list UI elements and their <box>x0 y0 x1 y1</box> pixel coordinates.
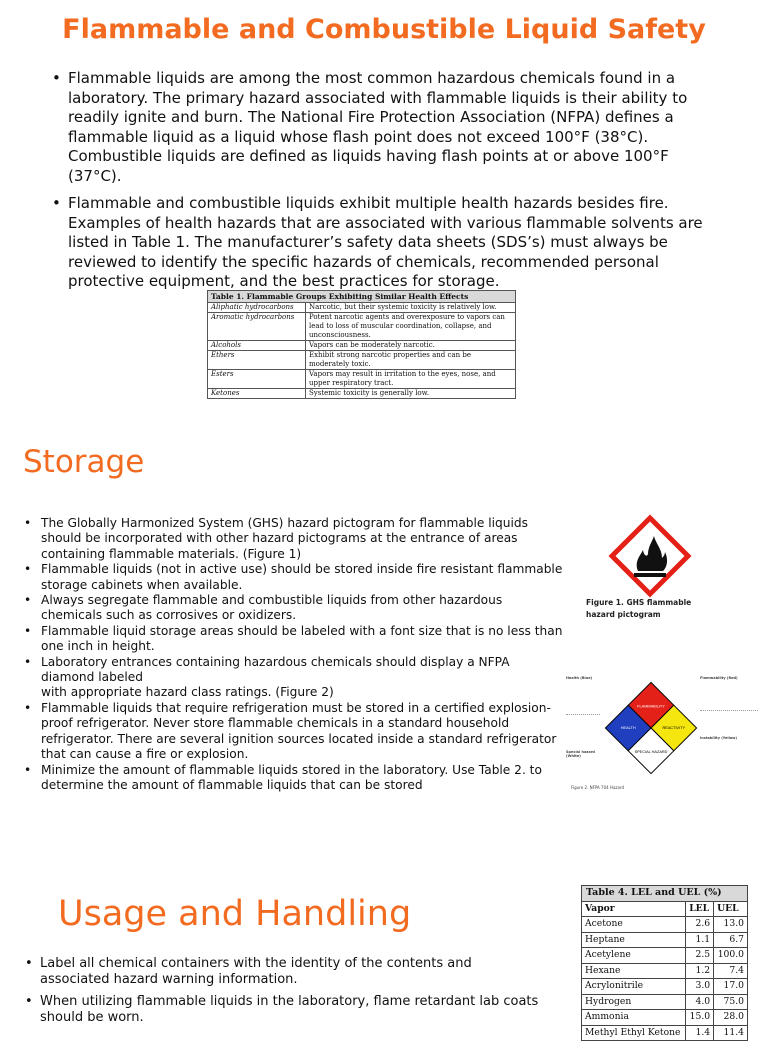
table-cell-vapor: Acetylene <box>582 948 686 964</box>
column-header-lel: LEL <box>686 901 714 917</box>
table-row <box>582 948 748 964</box>
table-cell-vapor: Ammonia <box>582 1010 686 1026</box>
table-cell-lel: 2.5 <box>686 948 714 964</box>
table-cell-effect: Potent narcotic agents and overexposure to vapors can lead to loss of muscular coordination, collapse, and unconsciousness. <box>306 313 516 341</box>
table-cell-group: Alcohols <box>208 341 306 351</box>
usage-heading: Usage and Handling <box>58 894 412 934</box>
storage-bullet: • The Globally Harmonized System (GHS) hazard pictogram for flammable liquids should be incorporated with other hazard pictograms at the entrance of areas containing flammable materials. (Figure 1) <box>24 516 564 562</box>
table-cell-effect: Narcotic, but their systemic toxicity is relatively low. <box>306 303 516 313</box>
table-cell-group: Esters <box>208 370 306 389</box>
storage-bullet: • Flammable liquids (not in active use) should be stored inside fire resistant flammable storage cabinets when available. <box>24 562 564 593</box>
table-cell-vapor: Acetone <box>582 917 686 933</box>
intro-bullet: • Flammable liquids are among the most common hazardous chemicals found in a laboratory. The primary hazard associated with flammable liquids is their ability to readily ignite and burn. The National Fire Protection Association (NFPA) defines a flammable liquid as a liquid whose flash point does not exceed 100°F (38°C). Combustible liquids are defined as liquids having flash points at or above 100°F (37°C). <box>48 69 708 186</box>
table-cell-group: Ketones <box>208 389 306 399</box>
table-cell-lel: 1.2 <box>686 963 714 979</box>
special-hazard-label: SPECIAL HAZARD <box>634 750 668 755</box>
table-cell-group: Ethers <box>208 351 306 370</box>
table-cell-uel: 6.7 <box>714 932 748 948</box>
table-row <box>208 389 516 399</box>
health-label: HEALTH <box>620 726 636 731</box>
table-cell-lel: 15.0 <box>686 1010 714 1026</box>
storage-bullet: • Flammable liquids that require refrigeration must be stored in a certified explosion-proof refrigerator. Never store flammable chemicals in a standard household refrigerator. There are several ignition sources located inside a standard refrigerator that can cause a fire or explosion. <box>24 701 564 763</box>
table-row <box>582 979 748 995</box>
usage-bullet: • Label all chemical containers with the identity of the contents and associated hazard warning information. <box>23 956 543 988</box>
table-1-health-effects <box>207 290 516 399</box>
table-cell-lel: 2.6 <box>686 917 714 933</box>
table-cell-effect: Vapors may result in irritation to the eyes, nose, and upper respiratory tract. <box>306 370 516 389</box>
legend-instability-title: Instability (Yellow) <box>700 735 738 740</box>
table-4-lel-uel <box>581 885 748 1041</box>
reactivity-label: REACTIVITY <box>662 726 686 731</box>
usage-bullet-list <box>23 956 543 1032</box>
table-row <box>582 1025 748 1041</box>
flammability-label: FLAMMABILITY <box>637 704 665 709</box>
nfpa-legend-right <box>700 676 758 740</box>
table-cell-uel: 28.0 <box>714 1010 748 1026</box>
column-header-vapor: Vapor <box>582 901 686 917</box>
nfpa-diamond-figure <box>566 676 758 790</box>
nfpa-legend-left <box>566 676 600 759</box>
table-cell-effect: Vapors can be moderately narcotic. <box>306 341 516 351</box>
table-row <box>582 1010 748 1026</box>
table-row <box>208 370 516 389</box>
column-header-uel: UEL <box>714 901 748 917</box>
page-title: Flammable and Combustible Liquid Safety <box>62 14 706 45</box>
table-row <box>582 932 748 948</box>
table-cell-uel: 11.4 <box>714 1025 748 1041</box>
table-cell-uel: 13.0 <box>714 917 748 933</box>
table-header-row <box>582 901 748 917</box>
table-cell-lel: 1.4 <box>686 1025 714 1041</box>
table-cell-uel: 100.0 <box>714 948 748 964</box>
table-cell-vapor: Acrylonitrile <box>582 979 686 995</box>
storage-bullet-list <box>24 516 564 793</box>
intro-bullet: • Flammable and combustible liquids exhibit multiple health hazards besides fire. Examples of health hazards that are associated with various flammable solvents are listed in Table 1. The manufacturer’s safety data sheets (SDS’s) must always be reviewed to identify the specific hazards of chemicals, recommended personal protective equipment, and the best practices for storage. <box>48 194 708 292</box>
figure-1-caption: Figure 1. GHS flammable hazard pictogram <box>586 598 692 619</box>
table-cell-effect: Exhibit strong narcotic properties and can be moderately toxic. <box>306 351 516 370</box>
table-cell-effect: Systemic toxicity is generally low. <box>306 389 516 399</box>
legend-special-title: Special hazard (White) <box>566 749 595 758</box>
table-row <box>208 303 516 313</box>
table-row <box>582 963 748 979</box>
table-4-caption: Table 4. LEL and UEL (%) <box>581 885 748 901</box>
ghs-flammable-pictogram-icon <box>610 516 690 596</box>
table-cell-vapor: Methyl Ethyl Ketone <box>582 1025 686 1041</box>
table-cell-group: Aromatic hydrocarbons <box>208 313 306 341</box>
table-row <box>582 917 748 933</box>
table-cell-vapor: Heptane <box>582 932 686 948</box>
table-cell-uel: 7.4 <box>714 963 748 979</box>
legend-flammability-text-lines <box>700 681 758 711</box>
table-cell-uel: 75.0 <box>714 994 748 1010</box>
table-cell-lel: 1.1 <box>686 932 714 948</box>
storage-bullet: • Always segregate flammable and combustible liquids from other hazardous chemicals such as corrosives or oxidizers. <box>24 593 564 624</box>
legend-flammability-title: Flammability (Red) <box>700 676 738 680</box>
table-row <box>208 313 516 341</box>
storage-heading: Storage <box>23 444 145 480</box>
intro-bullet-list <box>48 69 708 300</box>
legend-health-title: Health (Blue) <box>566 676 593 680</box>
usage-bullet: • When utilizing flammable liquids in the laboratory, flame retardant lab coats should be worn. <box>23 994 543 1026</box>
table-cell-group: Aliphatic hydrocarbons <box>208 303 306 313</box>
storage-bullet: • Flammable liquid storage areas should be labeled with a font size that is no less than one inch in height. <box>24 624 564 655</box>
storage-bullet: • Minimize the amount of flammable liquids stored in the laboratory. Use Table 2. to determine the amount of flammable liquids that can be stored <box>24 763 564 794</box>
figure-2-caption: Figure 2. NFPA 704 Hazard <box>571 785 625 790</box>
nfpa-704-diamond-icon <box>603 680 699 776</box>
table-cell-lel: 4.0 <box>686 994 714 1010</box>
table-cell-vapor: Hydrogen <box>582 994 686 1010</box>
storage-bullet: • Laboratory entrances containing hazardous chemicals should display a NFPA diamond labeled with appropriate hazard class ratings. (Figure 2) <box>24 655 564 701</box>
table-row <box>582 994 748 1010</box>
table-cell-uel: 17.0 <box>714 979 748 995</box>
table-cell-vapor: Hexane <box>582 963 686 979</box>
table-row <box>208 341 516 351</box>
legend-health-text-lines <box>566 681 600 715</box>
table-1-caption: Table 1. Flammable Groups Exhibiting Similar Health Effects <box>207 290 516 302</box>
table-cell-lel: 3.0 <box>686 979 714 995</box>
table-row <box>208 351 516 370</box>
